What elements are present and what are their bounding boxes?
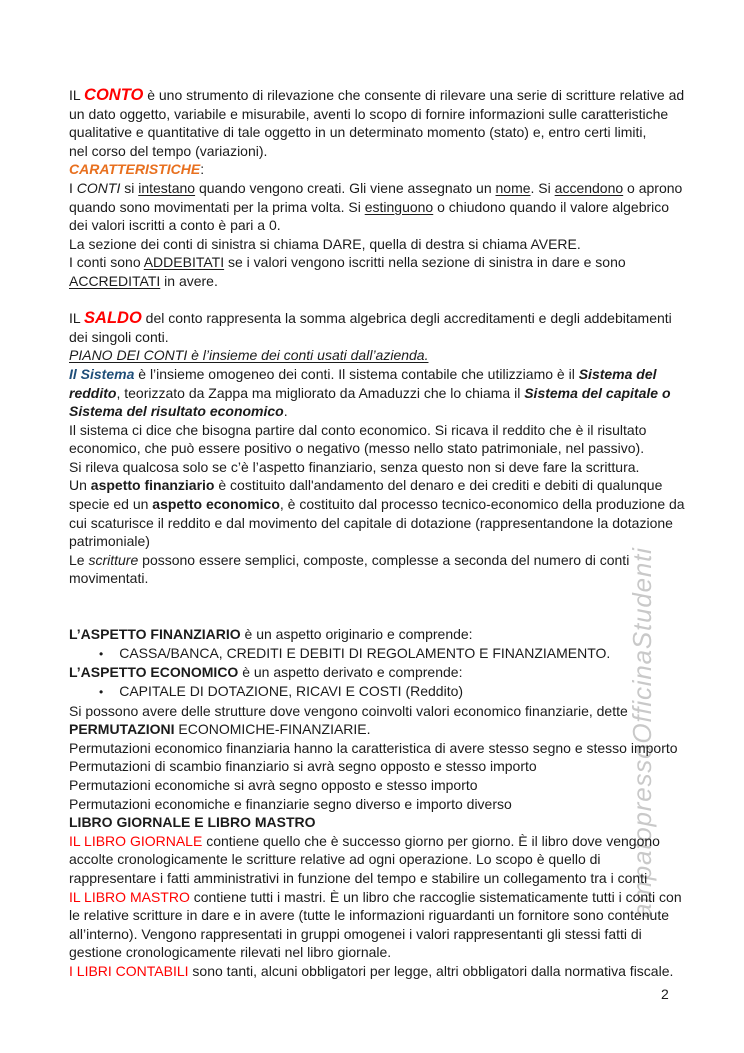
text-line (69, 962, 729, 981)
blank-line (69, 607, 729, 626)
text-run: Il Sistema (69, 365, 135, 382)
text-line (69, 253, 729, 272)
text-line (69, 439, 729, 458)
text-line (69, 569, 729, 588)
text-run: quando vengono creati. Gli viene assegnato un (195, 179, 496, 196)
text-run: I conti sono (69, 254, 144, 271)
text-line (69, 551, 729, 570)
text-line (69, 776, 729, 795)
text-run: cui scaturisce il reddito e dal movimento del capitale di dotazione (rappresentandone la dotazione (69, 514, 673, 531)
text-run: le relative scritture in dare e in avere (tutte le informazioni riguardanti un fornitore sono contenute (69, 907, 669, 924)
text-run: IL LIBRO GIORNALE (69, 832, 203, 849)
text-line (69, 328, 729, 347)
text-run: I LIBRI CONTABILI (69, 962, 189, 979)
text-line (69, 682, 729, 702)
text-run: aspetto finanziario (90, 477, 215, 494)
text-run: CASSA/BANCA, CREDITI E DEBITI DI REGOLAMENTO E FINANZIAMENTO. (119, 644, 611, 661)
text-run: possono essere semplici, composte, complesse a seconda del numero di conti (138, 551, 630, 568)
text-line (69, 421, 729, 440)
blank-line (69, 291, 729, 310)
text-run: , teorizzato da Zappa ma migliorato da Amaduzzi che lo chiama il (116, 384, 525, 401)
text-run: CONTI (76, 179, 121, 196)
text-run: dei valori iscritti a conto è pari a 0. (69, 217, 281, 234)
text-line (69, 123, 729, 142)
text-run: L’ASPETTO FINANZIARIO (69, 626, 241, 643)
text-run: gestione cronologicamente rilevati nel libro giornale. (69, 944, 392, 961)
text-line (69, 943, 729, 962)
text-run: accendono (554, 179, 624, 196)
text-run: all’interno). Vengono rappresentati in gruppi omogenei i valori rappresentanti gli stessi fatti di (69, 925, 642, 942)
text-run: ECONOMICHE-FINANZIARIE. (174, 721, 371, 738)
text-run: accolte cronologicamente le scritture relative ad ogni operazione. Lo scopo è quello di (69, 851, 601, 868)
text-run: è l’insieme omogeneo dei conti. Il sistema contabile che utilizziamo è il (134, 365, 579, 382)
text-run: PIANO DEI CONTI è l’insieme dei conti usati dall’azienda. (69, 347, 429, 364)
text-run: è costituito dall'andamento del denaro e dei crediti e debiti di qualunque (214, 477, 663, 494)
text-line (69, 86, 729, 105)
text-run: specie ed un (69, 496, 153, 513)
text-run: L’ASPETTO ECONOMICO (69, 664, 239, 681)
text-run: La sezione dei conti di sinistra si chiama DARE, quella di destra si chiama AVERE. (69, 235, 581, 252)
text-run: Si rileva qualcosa solo se c’è l’aspetto finanziario, senza questo non si deve fare la scrittura. (69, 458, 640, 475)
text-run: ACCREDITATI (69, 272, 161, 289)
text-run: . Si (530, 179, 555, 196)
text-run: è un aspetto derivato e comprende: (238, 664, 463, 681)
text-run: CARATTERISTICHE (69, 161, 201, 178)
text-line (69, 458, 729, 477)
text-run: , è costituito dal processo tecnico-economico della produzione da (279, 496, 685, 513)
text-line (69, 235, 729, 254)
text-run: ADDEBITATI (143, 254, 225, 271)
text-line (69, 757, 729, 776)
text-run: nome (495, 179, 531, 196)
text-line (69, 869, 729, 888)
text-line (69, 160, 729, 179)
text-run: rappresentare i fatti amministrativi in funzione del tempo e stabilire un collegamento tra i conti (69, 869, 648, 886)
text-line (69, 216, 729, 235)
text-line (69, 906, 729, 925)
text-run: è uno strumento di rilevazione che consente di rilevare una serie di scritture relative ad (143, 87, 685, 103)
text-line (69, 702, 729, 721)
text-run: estinguono (364, 198, 434, 215)
document-content (69, 86, 729, 981)
text-run: Permutazioni economiche si avrà segno opposto e stesso importo (69, 776, 478, 793)
text-run: Permutazioni economiche e finanziarie segno diverso e importo diverso (69, 795, 512, 812)
text-run: patrimoniale) (69, 533, 150, 550)
text-line (69, 105, 729, 124)
text-line (69, 272, 729, 291)
text-run: Sistema del capitale o (524, 384, 671, 401)
watermark-text: ampatopressoOfficinaStudenti (627, 547, 657, 918)
text-run: quando sono movimentati per la prima volta. Si (69, 198, 365, 215)
text-run: SALDO (84, 309, 142, 328)
text-line (69, 495, 729, 514)
text-line (69, 402, 729, 421)
text-run: è un aspetto originario e comprende: (240, 626, 473, 643)
text-run: CAPITALE DI DOTAZIONE, RICAVI E COSTI (Reddito) (119, 683, 464, 699)
text-run: aspetto economico (152, 496, 280, 513)
text-line (69, 142, 729, 161)
text-run: IL (69, 310, 85, 327)
text-line (69, 832, 729, 851)
text-run: Permutazioni di scambio finanziario si avrà segno opposto e stesso importo (69, 758, 537, 775)
text-run: contiene tutti i mastri. È un libro che raccoglie sistematicamente tutti i conti con (189, 888, 682, 905)
text-run: Le (69, 551, 89, 568)
text-line (69, 346, 729, 365)
text-line (69, 384, 729, 403)
text-run: nel corso del tempo (variazioni). (69, 142, 268, 159)
text-run: un dato oggetto, variabile e misurabile, aventi lo scopo di fornire informazioni sulle caratteristiche (69, 105, 669, 122)
text-run: Sistema del risultato economico (69, 403, 284, 420)
text-line (69, 625, 729, 644)
text-run: o aprono (623, 179, 683, 196)
text-run: dei singoli conti. (69, 328, 169, 345)
text-run: in avere. (160, 272, 218, 289)
text-line (69, 365, 729, 384)
text-run: qualitative e quantitative di tale oggetto in un determinato momento (stato) e, entro certi limiti, (69, 124, 647, 141)
text-line (69, 179, 729, 198)
text-line (69, 795, 729, 814)
text-line (69, 476, 729, 495)
text-run: intestano (138, 179, 196, 196)
text-run: contiene quello che è successo giorno per giorno. È il libro dove vengono (202, 832, 660, 849)
blank-line (69, 588, 729, 607)
text-line (69, 532, 729, 551)
text-run: . (283, 403, 288, 420)
text-run: o chiudono quando il valore algebrico (433, 198, 670, 215)
bullet-icon: • (99, 685, 104, 699)
bullet-icon: • (99, 646, 104, 661)
text-run: LIBRO GIORNALE E LIBRO MASTRO (69, 814, 316, 831)
text-run: Sistema del (578, 365, 657, 382)
text-run: economico, che può essere positivo o negativo (messo nello stato patrimoniale, nel passivo). (69, 440, 645, 457)
text-line (69, 925, 729, 944)
text-line (69, 663, 729, 682)
text-run: movimentati. (69, 570, 149, 587)
text-line (69, 720, 729, 739)
text-run: Un (69, 477, 91, 494)
page-number: 2 (661, 986, 669, 1002)
text-run: del conto rappresenta la somma algebrica degli accreditamenti e degli addebitamenti (141, 310, 672, 327)
text-run: IL LIBRO MASTRO (69, 888, 190, 905)
text-line (69, 813, 729, 832)
text-line (69, 514, 729, 533)
text-run: scritture (88, 551, 139, 568)
text-line (69, 198, 729, 217)
text-run: Si possono avere delle strutture dove vengono coinvolti valori economico finanziarie, dette (69, 702, 628, 719)
text-run: se i valori vengono iscritti nella sezione di sinistra in dare e sono (224, 254, 626, 271)
text-run: CONTO (84, 86, 144, 104)
text-line (69, 739, 729, 758)
text-line (69, 888, 729, 907)
text-run: : (200, 161, 205, 178)
text-line (69, 309, 729, 328)
text-run: IL (69, 87, 85, 103)
text-run: reddito (69, 384, 117, 401)
text-run: I (69, 179, 77, 196)
text-line (69, 850, 729, 869)
text-line (69, 644, 729, 664)
text-run: Il sistema ci dice che bisogna partire dal conto economico. Si ricava il reddito che è il risultato (69, 421, 647, 438)
text-run: sono tanti, alcuni obbligatori per legge, altri obbligatori dalla normativa fiscale. (188, 962, 674, 979)
text-run: PERMUTAZIONI (69, 721, 175, 738)
text-run: Permutazioni economico finanziaria hanno la caratteristica di avere stesso segno e stesso importo (69, 739, 678, 756)
text-run: si (120, 179, 139, 196)
